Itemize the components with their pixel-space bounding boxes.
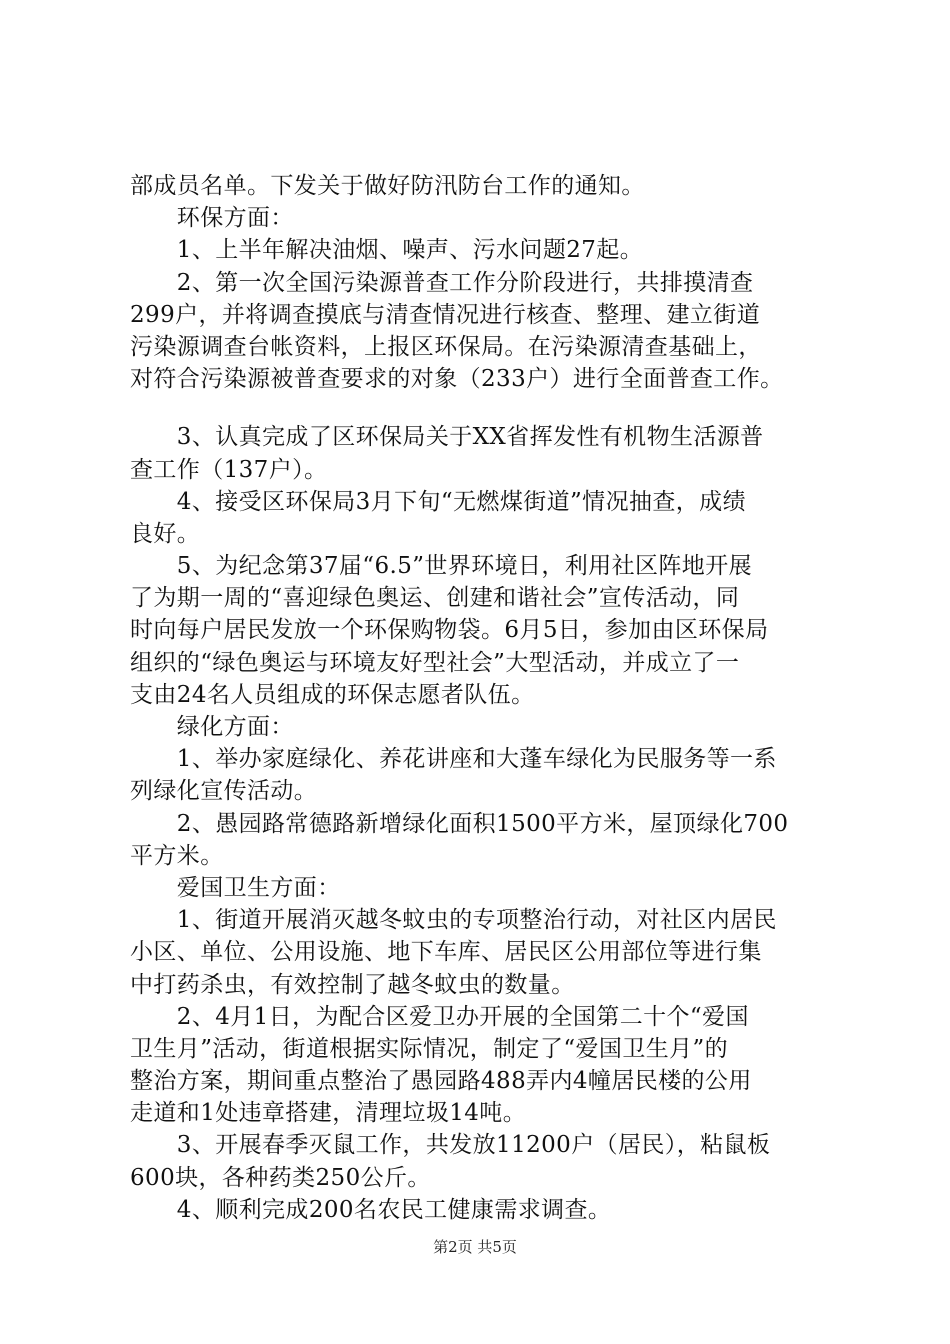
text-line: 部成员名单。下发关于做好防汛防台工作的通知。 — [130, 173, 645, 199]
text-line: 了为期一周的“喜迎绿色奥运、创建和谐社会”宣传活动，同 — [130, 585, 740, 612]
text-line: 支由24名人员组成的环保志愿者队伍。 — [130, 681, 535, 708]
text-line: 3、开展春季灭鼠工作，共发放11200户（居民），粘鼠板 — [130, 1132, 771, 1159]
text-line: 走道和1处违章搭建，清理垃圾14吨。 — [130, 1100, 527, 1127]
text-line: 2、愚园路常德路新增绿化面积1500平方米，屋顶绿化700 — [130, 810, 789, 837]
text-line: 1、举办家庭绿化、养花讲座和大蓬车绿化为民服务等一系 — [130, 746, 777, 773]
text-line: 1、街道开展消灭越冬蚊虫的专项整治行动，对社区内居民 — [130, 907, 777, 934]
text-line: 5、为纪念第37届“6.5”世界环境日，利用社区阵地开展 — [130, 553, 752, 580]
text-line: 污染源调查台帐资料，上报区环保局。在污染源清查基础上， — [130, 333, 762, 360]
text-line: 卫生月”活动，街道根据实际情况，制定了“爱国卫生月”的 — [130, 1035, 729, 1062]
text-line: 4、顺利完成200名农民工健康需求调查。 — [130, 1196, 612, 1223]
text-line: 良好。 — [130, 520, 201, 547]
text-line: 2、4月1日，为配合区爱卫办开展的全国第二十个“爱国 — [130, 1003, 749, 1030]
text-line: 299户，并将调查摸底与清查情况进行核查、整理、建立街道 — [130, 301, 761, 328]
text-line: 小区、单位、公用设施、地下车库、居民区公用部位等进行集 — [130, 939, 762, 966]
paragraph-gap — [130, 395, 830, 421]
text-line: 平方米。 — [130, 842, 224, 869]
text-line: 1、上半年解决油烟、噪声、污水问题27起。 — [130, 237, 644, 264]
text-line: 环保方面： — [130, 205, 294, 232]
page-footer: 第2页 共5页 — [433, 1238, 517, 1256]
text-line: 列绿化宣传活动。 — [130, 778, 318, 805]
text-line: 对符合污染源被普查要求的对象（233户）进行全面普查工作。 — [130, 366, 784, 393]
text-line: 3、认真完成了区环保局关于XX省挥发性有机物生活源普 — [130, 424, 764, 451]
text-line: 4、接受区环保局3月下旬“无燃煤街道”情况抽查，成绩 — [130, 488, 746, 515]
text-line: 查工作（137户）。 — [130, 456, 328, 483]
text-line: 时向每户居民发放一个环保购物袋。6月5日，参加由区环保局 — [130, 617, 769, 644]
text-line: 2、第一次全国污染源普查工作分阶段进行，共排摸清查 — [130, 269, 754, 296]
text-line: 中打药杀虫，有效控制了越冬蚊虫的数量。 — [130, 971, 575, 998]
text-line: 整治方案，期间重点整治了愚园路488弄内4幢居民楼的公用 — [130, 1068, 752, 1095]
text-line: 绿化方面： — [130, 714, 294, 740]
document-body — [130, 170, 830, 1226]
text-line: 爱国卫生方面： — [130, 874, 341, 901]
text-line: 600块，各种药类250公斤。 — [130, 1164, 431, 1191]
text-line: 组织的“绿色奥运与环境友好型社会”大型活动，并成立了一 — [130, 649, 740, 676]
